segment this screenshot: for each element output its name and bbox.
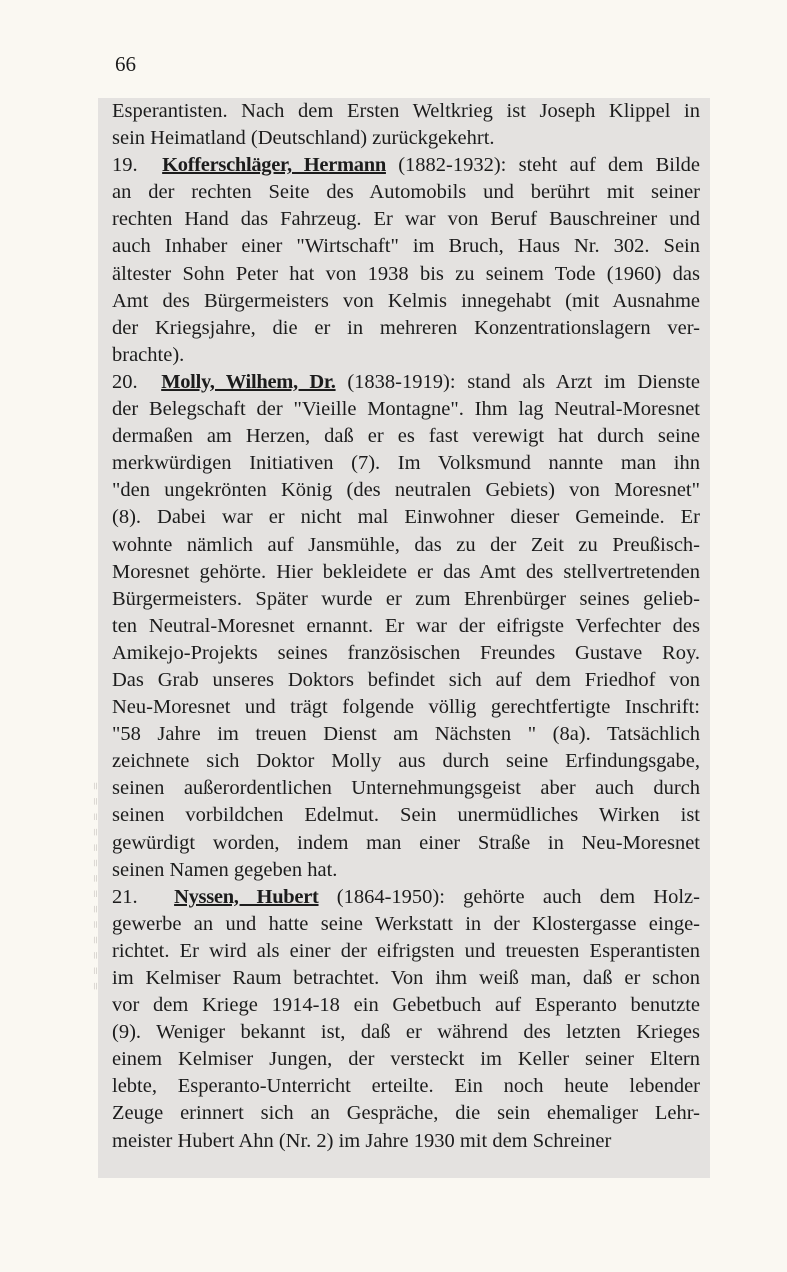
text-line: ältester Sohn Peter hat von 1938 bis zu seinem Tode (1960) das xyxy=(112,262,700,285)
text-line: sein Heimatland (Deutschland) zurückgekehrt. xyxy=(112,127,495,150)
text-line: rechten Hand das Fahrzeug. Er war von Beruf Bauschreiner und xyxy=(112,208,700,231)
entry-name: Kofferschläger, Hermann xyxy=(162,154,386,177)
text-line: Esperantisten. Nach dem Ersten Weltkrieg ist Joseph Klippel in xyxy=(112,100,700,122)
text-line: lebte, Esperanto-Unterricht erteilte. Ein noch heute lebender xyxy=(112,1075,700,1098)
text-line: der Belegschaft der "Vieille Montagne". Ihm lag Neutral-Moresnet xyxy=(112,398,700,421)
text-line: gewürdigt worden, indem man einer Straße in Neu-Moresnet xyxy=(112,831,700,854)
text-line: zeichnete sich Doktor Molly aus durch seine Erfindungsgabe, xyxy=(112,750,700,773)
entry-first-line xyxy=(112,152,700,179)
paragraph-intro xyxy=(112,98,700,152)
entry-first-line xyxy=(112,884,700,911)
entry-first-line-rest: (1838-1919): stand als Arzt im Dienste xyxy=(335,370,701,393)
text-line: auch Inhaber einer "Wirtschaft" im Bruch, Haus Nr. 302. Sein xyxy=(112,235,700,258)
text-line: seinen Namen gegeben hat. xyxy=(112,858,338,881)
entry-number: 20. xyxy=(112,370,138,393)
paragraph-entry-21 xyxy=(112,884,700,1155)
text-line: (8). Dabei war er nicht mal Einwohner dieser Gemeinde. Er xyxy=(112,506,700,529)
text-line: Das Grab unseres Doktors befindet sich auf dem Friedhof von xyxy=(112,668,700,691)
entry-first-line-rest: (1882-1932): steht auf dem Bilde xyxy=(385,154,700,177)
paragraph-entry-19 xyxy=(112,152,700,369)
text-line: dermaßen am Herzen, daß er es fast verewigt hat durch seine xyxy=(112,425,700,448)
paragraph-entry-20 xyxy=(112,369,700,884)
text-line: gewerbe an und hatte seine Werkstatt in der Klostergasse einge- xyxy=(112,912,700,935)
entry-number: 21. xyxy=(112,885,138,908)
text-line: "den ungekrönten König (des neutralen Gebiets) von Moresnet" xyxy=(112,479,700,502)
body-text xyxy=(98,98,710,1178)
text-line: ten Neutral-Moresnet ernannt. Er war der eifrigste Verfechter des xyxy=(112,614,700,637)
entry-number: 19. xyxy=(112,154,138,177)
text-line: Neu-Moresnet und trägt folgende völlig gerechtfertigte Inschrift: xyxy=(112,696,700,719)
text-line: Amikejo-Projekts seines französischen Freundes Gustave Roy. xyxy=(112,641,700,664)
text-line: Bürgermeisters. Später wurde er zum Ehrenbürger seines gelieb- xyxy=(112,587,700,610)
page-number: 66 xyxy=(115,52,136,76)
text-line: der Kriegsjahre, die er in mehreren Konzentrationslagern ver- xyxy=(112,316,700,339)
text-line: vor dem Kriege 1914-18 ein Gebetbuch auf Esperanto benutzte xyxy=(112,994,700,1017)
text-line: seinen vorbildchen Edelmut. Sein unermüdliches Wirken ist xyxy=(112,804,700,827)
text-line: meister Hubert Ahn (Nr. 2) im Jahre 1930 mit dem Schreiner xyxy=(112,1129,612,1152)
text-line: wohnte nämlich auf Jansmühle, das zu der Zeit zu Preußisch- xyxy=(112,533,700,556)
text-line: Amt des Bürgermeisters von Kelmis innegehabt (mit Ausnahme xyxy=(112,289,700,312)
text-line: "58 Jahre im treuen Dienst am Nächsten " (8a). Tatsächlich xyxy=(112,723,700,746)
entry-name: Nyssen, Hubert xyxy=(174,885,319,908)
text-line: im Kelmiser Raum betrachtet. Von ihm weiß man, daß er schon xyxy=(112,967,700,989)
text-line: Zeuge erinnert sich an Gespräche, die sein ehemaliger Lehr- xyxy=(112,1102,700,1125)
entry-first-line-rest: (1864-1950): gehörte auch dem Holz- xyxy=(318,885,700,908)
text-line: (9). Weniger bekannt ist, daß er während des letzten Krieges xyxy=(112,1021,700,1044)
text-line: Moresnet gehörte. Hier bekleidete er das Amt des stellvertretenden xyxy=(112,560,700,583)
text-line: seinen außerordentlichen Unternehmungsgeist aber auch durch xyxy=(112,777,700,800)
text-line: einem Kelmiser Jungen, der versteckt im Keller seiner Eltern xyxy=(112,1048,700,1071)
text-line: merkwürdigen Initiativen (7). Im Volksmund nannte man ihn xyxy=(112,452,700,475)
text-line: richtet. Er wird als einer der eifrigsten und treuesten Esperantisten xyxy=(112,939,700,962)
entry-name: Molly, Wilhem, Dr. xyxy=(161,370,336,393)
text-line: an der rechten Seite des Automobils und berührt mit seiner xyxy=(112,181,700,204)
text-line: brachte). xyxy=(112,343,185,366)
entry-first-line xyxy=(112,369,700,396)
